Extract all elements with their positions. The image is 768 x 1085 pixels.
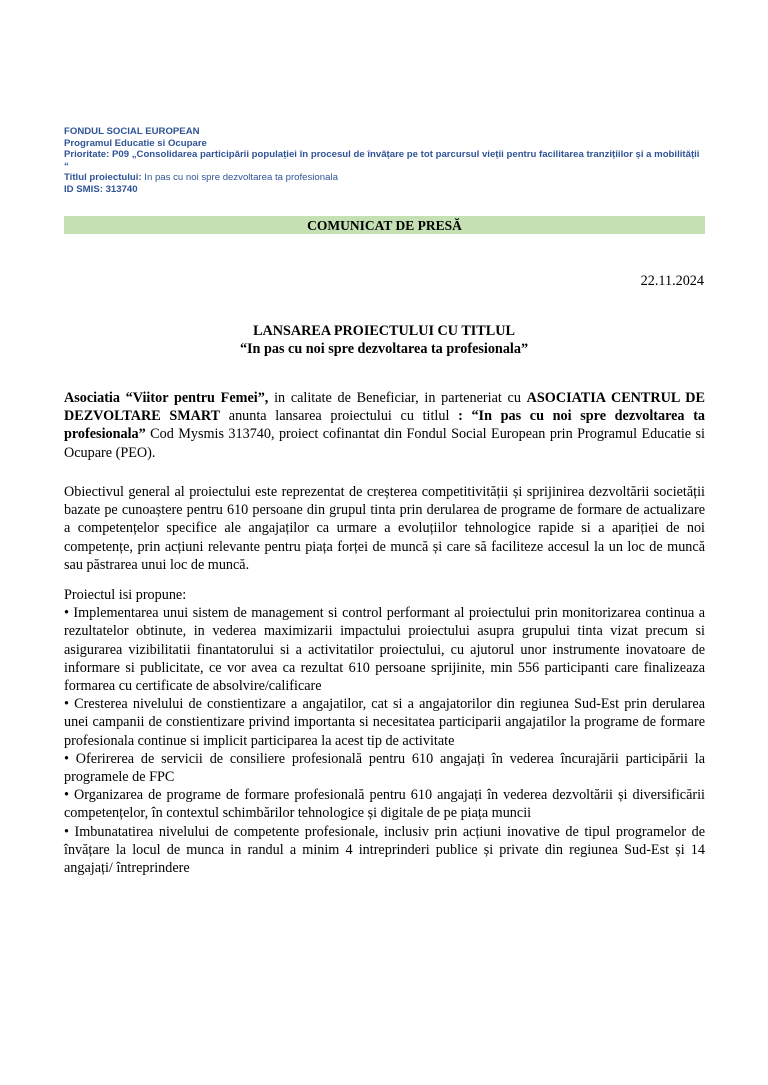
project-title-value: In pas cu noi spre dezvoltarea ta profesionala bbox=[141, 172, 338, 184]
intro-text-2: anunta lansarea proiectului cu titlul bbox=[220, 408, 459, 425]
list-item: • Cresterea nivelului de constientizare a angajatilor, cat si a angajatorilor din regiunea Sud-Est prin derularea unei campanii de constientizare privind importanta si necesitatea participarii angajatilor la programe de formare profesionala continue si implicit participarea la acest tip de activitate bbox=[64, 696, 705, 749]
project-title-label: Titlul proiectului: bbox=[64, 172, 142, 184]
list-item: • Imbunatatirea nivelului de competente profesionale, inclusiv prin acțiuni inovative de tipul programelor de învățare la locul de munca in randul a minim 4 intreprinderi publice și private din regiunea Sud-Est și 14 angajați/ întreprindere bbox=[64, 823, 705, 877]
launch-title-line2: “In pas cu noi spre dezvoltarea ta profesionala” bbox=[239, 341, 529, 357]
program-header bbox=[64, 126, 704, 196]
intro-text-1: in calitate de Beneficiar, in parteneriat cu bbox=[268, 390, 527, 406]
objective-text: Obiectivul general al proiectului este reprezentat de creșterea competitivității și sprijinirea dezvoltării societății bazate pe cunoaștere pentru 610 persoane din grupul tinta prin derularea de programe de formare de actualizare a competențelor specifice ale angajaților ca urmare a evoluțiilor tehnologice rapide si a apariției de noi competențe, prin acțiuni relevante pentru piața forței de muncă și care să faciliteze accesul la un loc de muncă sau păstrarea unui loc de muncă. bbox=[64, 484, 705, 573]
launch-title bbox=[64, 322, 704, 358]
objectives-intro: Proiectul isi propune: bbox=[64, 587, 187, 603]
header-project-title bbox=[64, 172, 704, 184]
list-item: • Oferirerea de servicii de consiliere profesională pentru 610 angajați în vederea încurajării participării la programele de FPC bbox=[64, 750, 705, 786]
press-release-title: COMUNICAT DE PRESĂ bbox=[64, 216, 705, 234]
header-smis: ID SMIS: 313740 bbox=[64, 183, 138, 195]
beneficiary-name: Asociatia “Viitor pentru Femei”, bbox=[64, 390, 269, 406]
objective-paragraph bbox=[64, 483, 705, 574]
list-item: • Implementarea unui sistem de management si control performant al proiectului prin monitorizarea continua a rezultatelor obtinute, in vederea maximizarii impactului proiectului asupra grupului tinta vizat precum si asigurarea vizibilitatii finantatorului si a activitatilor proiectului, cu ajutorul unor instrumente inovatoare de informare si publicitate, ce vor avea ca rezultat 610 persoane sprijinite, min 556 participanti care finalizeaza formarea cu certificate de absolvire/calificare bbox=[64, 605, 705, 695]
intro-text-3: Cod Mysmis 313740, proiect cofinantat din Fondul Social European prin Programul Educatie si Ocupare (PEO). bbox=[64, 426, 705, 461]
partner-name: ASOCIATIA CENTRUL DE DEZVOLTARE SMART bbox=[64, 390, 705, 425]
objectives-list bbox=[64, 586, 705, 877]
release-date: 22.11.2024 bbox=[640, 273, 704, 289]
intro-paragraph bbox=[64, 389, 705, 462]
launch-title-line1: LANSAREA PROIECTULUI CU TITLUL bbox=[253, 323, 515, 339]
header-priority: Prioritate: P09 „Consolidarea participării populației în procesul de învățare pe tot parcursul vieții pentru facilitarea tranzițiilor și a mobilității “ bbox=[64, 149, 700, 172]
project-title: : “In pas cu noi spre dezvoltarea ta profesionala” bbox=[64, 408, 706, 443]
header-fund: FONDUL SOCIAL EUROPEAN bbox=[64, 126, 200, 137]
list-item: • Organizarea de programe de formare profesională pentru 610 angajați în vederea dezvoltării și diversificării competențelor, în contextul schimbărilor tehnologice și digitale de pe piața muncii bbox=[64, 787, 705, 822]
header-program: Programul Educatie si Ocupare bbox=[64, 137, 207, 149]
